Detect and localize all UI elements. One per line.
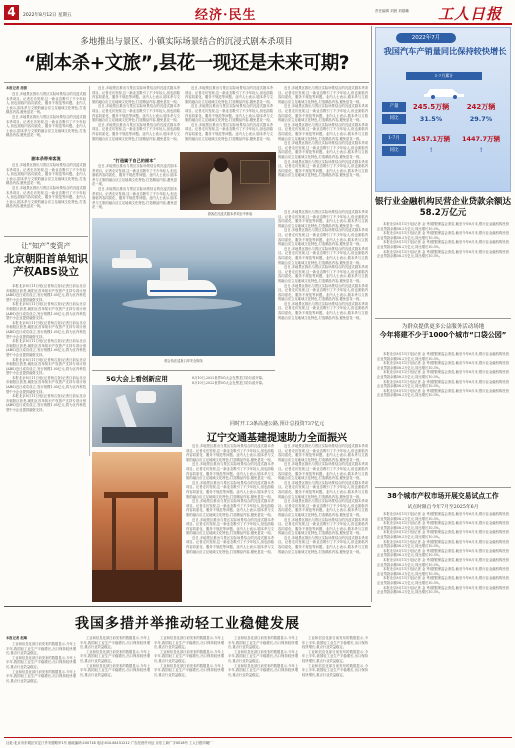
- pocket-park-text: 本报北京8月11日电(记者 金 秀)据银保监会消息,截至今年6月末,银行业金融机构民营企业贷款余额58.2万亿元,同比增长10.3%。 本报北京8月11日电(记者 金 秀)据银保监会消息,截至今年6月末,银行业金融机构民营企业贷款余额58.2万亿元,同比增长10.3%。 本报北京8月11日电(记者 金 秀)据银保监会消息,截至今年6月末,银行业金融机构民营企业贷款余额58.2万亿元,同比增长10.3%。 本报北京8月11日电(记者 金 秀)据银保监会消息,截至今年6月末,银行业金融机构民营企业贷款余额58.2万亿元,同比增长10.3%。 本报北京8月11日电(记者 金 秀)据银保监会消息,截至今年6月末,银行业金融机构民营企业贷款余额58.2万亿元,同比增长10.3%。: [377, 352, 509, 398]
- lead-subhead-1: 剧本杀带来客流: [31, 156, 61, 161]
- 5g-box-caption: 8月10日,2022世界5G大会在黑龙江哈尔滨开幕。 8月10日,2022世界5G大会在黑龙江哈尔滨开幕。: [192, 376, 266, 385]
- property-market-headline: 38个城市产权市场开展交易试点工作: [387, 492, 499, 500]
- liaoning-kicker: 同时开工3条高速公路,预计总投资737亿元: [229, 421, 325, 427]
- lead-subhead-2: “打造属于自己的剧本”: [113, 158, 156, 163]
- row2-label: 1-7月: [382, 134, 406, 144]
- footer-rule: [4, 737, 512, 738]
- row1-value1: 31.5%: [419, 115, 443, 123]
- bottom-text-5: 工业和信息化部日前发布的数据显示,今年上半年,我国轻工业生产平稳增长,出口保持较快增长,重点行业效益稳定。 工业和信息化部日前发布的数据显示,今年上半年,我国轻工业生产平稳增长,出口保持较快增长,重点行业效益稳定。 工业和信息化部日前发布的数据显示,今年上半年,我国轻工业生产平稳增长,出口保持较快增长,重点行业效益稳定。: [302, 636, 368, 677]
- header-rule: [4, 23, 512, 25]
- pocket-park-kicker: 为群众提供更多公益服务活动场地: [401, 324, 485, 330]
- patrol-boat-caption: 联合执法巡查口岸安全防线: [164, 359, 203, 363]
- 5g-box-title: 5G大会上看创新应用: [106, 375, 168, 383]
- lead-rule: [4, 82, 369, 83]
- bank-loans-text: 本报北京8月11日电(记者 金 秀)据银保监会消息,截至今年6月末,银行业金融机构民营企业贷款余额58.2万亿元,同比增长10.3%。 本报北京8月11日电(记者 金 秀)据银保监会消息,截至今年6月末,银行业金融机构民营企业贷款余额58.2万亿元,同比增长10.3%。 本报北京8月11日电(记者 金 秀)据银保监会消息,截至今年6月末,银行业金融机构民营企业贷款余额58.2万亿元,同比增长10.3%。 本报北京8月11日电(记者 金 秀)据银保监会消息,截至今年6月末,银行业金融机构民营企业贷款余额58.2万亿元,同比增长10.3%。: [377, 222, 509, 259]
- patrol-boat-photo: [92, 218, 275, 356]
- bottom-text-4: 工业和信息化部日前发布的数据显示,今年上半年,我国轻工业生产平稳增长,出口保持较快增长,重点行业效益稳定。 工业和信息化部日前发布的数据显示,今年上半年,我国轻工业生产平稳增长,出口保持较快增长,重点行业效益稳定。 工业和信息化部日前发布的数据显示,今年上半年,我国轻工业生产平稳增长,出口保持较快增长,重点行业效益稳定。: [228, 636, 298, 677]
- row3-value1: ↑: [428, 147, 434, 154]
- infographic-table: [382, 102, 506, 156]
- 5g-robot-photo: [92, 385, 182, 447]
- right-rule-2: [375, 487, 511, 488]
- bottom-byline: 本报记者 赵琳: [6, 636, 27, 640]
- bottom-text-1: 工业和信息化部日前发布的数据显示,今年上半年,我国轻工业生产平稳增长,出口保持较快增长,重点行业效益稳定。 工业和信息化部日前发布的数据显示,今年上半年,我国轻工业生产平稳增长,出口保持较快增长,重点行业效益稳定。 工业和信息化部日前发布的数据显示,今年上半年,我国轻工业生产平稳增长,出口保持较快增长,重点行业效益稳定。: [6, 642, 76, 683]
- page-number: 4: [4, 5, 19, 20]
- lead-text-col4b: 近日,多地景区推出与景区实际场景结合的沉浸式剧本杀项目。记者走访发现,这一新业态吸引了不少年轻人,但也面临内容同质化、服务不规范等问题。业内人士表示,剧本杀与文旅的融合应立足地域文化特色,打造精品内容,避免昙花一现。 近日,多地景区推出与景区实际场景结合的沉浸式剧本杀项目。记者走访发现,这一新业态吸引了不少年轻人,但也面临内容同质化、服务不规范等问题。业内人士表示,剧本杀与文旅的融合应立足地域文化特色,打造精品内容,避免昙花一现。 近日,多地景区推出与景区实际场景结合的沉浸式剧本杀项目。记者走访发现,这一新业态吸引了不少年轻人,但也面临内容同质化、服务不规范等问题。业内人士表示,剧本杀与文旅的融合应立足地域文化特色,打造精品内容,避免昙花一现。 近日,多地景区推出与景区实际场景结合的沉浸式剧本杀项目。记者走访发现,这一新业态吸引了不少年轻人,但也面临内容同质化、服务不规范等问题。业内人士表示,剧本杀与文旅的融合应立足地域文化特色,打造精品内容,避免昙花一现。 近日,多地景区推出与景区实际场景结合的沉浸式剧本杀项目。记者走访发现,这一新业态吸引了不少年轻人,但也面临内容同质化、服务不规范等问题。业内人士表示,剧本杀与文旅的融合应立足地域文化特色,打造精品内容,避免昙花一现。 近日,多地景区推出与景区实际场景结合的沉浸式剧本杀项目。记者走访发现,这一新业态吸引了不少年轻人,但也面临内容同质化、服务不规范等问题。业内人士表示,剧本杀与文旅的融合应立足地域文化特色,打造精品内容,避免昙花一现。: [278, 210, 368, 320]
- masthead-logo: 工人日报: [438, 5, 503, 23]
- bottom-story-rule: [4, 606, 371, 607]
- lead-byline: 本报记者 周倩: [6, 86, 27, 90]
- liaoning-text-1: 近日,多地景区推出与景区实际场景结合的沉浸式剧本杀项目。记者走访发现,这一新业态吸引了不少年轻人,但也面临内容同质化、服务不规范等问题。业内人士表示,剧本杀与文旅的融合应立足地域文化特色,打造精品内容,避免昙花一现。 近日,多地景区推出与景区实际场景结合的沉浸式剧本杀项目。记者走访发现,这一新业态吸引了不少年轻人,但也面临内容同质化、服务不规范等问题。业内人士表示,剧本杀与文旅的融合应立足地域文化特色,打造精品内容,避免昙花一现。 近日,多地景区推出与景区实际场景结合的沉浸式剧本杀项目。记者走访发现,这一新业态吸引了不少年轻人,但也面临内容同质化、服务不规范等问题。业内人士表示,剧本杀与文旅的融合应立足地域文化特色,打造精品内容,避免昙花一现。 近日,多地景区推出与景区实际场景结合的沉浸式剧本杀项目。记者走访发现,这一新业态吸引了不少年轻人,但也面临内容同质化、服务不规范等问题。业内人士表示,剧本杀与文旅的融合应立足地域文化特色,打造精品内容,避免昙花一现。 近日,多地景区推出与景区实际场景结合的沉浸式剧本杀项目。记者走访发现,这一新业态吸引了不少年轻人,但也面临内容同质化、服务不规范等问题。业内人士表示,剧本杀与文旅的融合应立足地域文化特色,打造精品内容,避免昙花一现。 近日,多地景区推出与景区实际场景结合的沉浸式剧本杀项目。记者走访发现,这一新业态吸引了不少年轻人,但也面临内容同质化、服务不规范等问题。业内人士表示,剧本杀与文旅的融合应立足地域文化特色,打造精品内容,避免昙花一现。: [186, 444, 274, 554]
- infographic-sub: 1-7月累计: [406, 72, 482, 80]
- left-story-text: 本报北京8月11日电(记者杨召奎)记者日前从北京市朝阳区获悉,朝阳区首单知识产权资产支持专项计划(ABS)近日成功设立,发行规模1.05亿元,将为区内科技型中小企业提供融资支持。 本报北京8月11日电(记者杨召奎)记者日前从北京市朝阳区获悉,朝阳区首单知识产权资产支持专项计划(ABS)近日成功设立,发行规模1.05亿元,将为区内科技型中小企业提供融资支持。 本报北京8月11日电(记者杨召奎)记者日前从北京市朝阳区获悉,朝阳区首单知识产权资产支持专项计划(ABS)近日成功设立,发行规模1.05亿元,将为区内科技型中小企业提供融资支持。 本报北京8月11日电(记者杨召奎)记者日前从北京市朝阳区获悉,朝阳区首单知识产权资产支持专项计划(ABS)近日成功设立,发行规模1.05亿元,将为区内科技型中小企业提供融资支持。 本报北京8月11日电(记者杨召奎)记者日前从北京市朝阳区获悉,朝阳区首单知识产权资产支持专项计划(ABS)近日成功设立,发行规模1.05亿元,将为区内科技型中小企业提供融资支持。 本报北京8月11日电(记者杨召奎)记者日前从北京市朝阳区获悉,朝阳区首单知识产权资产支持专项计划(ABS)近日成功设立,发行规模1.05亿元,将为区内科技型中小企业提供融资支持。 本报北京8月11日电(记者杨召奎)记者日前从北京市朝阳区获悉,朝阳区首单知识产权资产支持专项计划(ABS)近日成功设立,发行规模1.05亿元,将为区内科技型中小企业提供融资支持。: [6, 284, 86, 413]
- row1-label: 同比: [382, 114, 406, 124]
- section-title: 经济·民生: [195, 8, 257, 23]
- left-story-label: 让“知产”变资产: [21, 242, 71, 250]
- lead-headline: “剧本杀+文旅”,县花一现还是未来可期?: [23, 53, 350, 74]
- row3-label: 同比: [382, 146, 406, 156]
- bottom-headline: 我国多措并举推动轻工业稳健发展: [75, 616, 300, 632]
- row0-value2: 242万辆: [466, 103, 496, 111]
- lead-photo-caption: 游客在沉浸式剧本杀项目中体验: [207, 212, 253, 216]
- lead-text-col3: 近日,多地景区推出与景区实际场景结合的沉浸式剧本杀项目。记者走访发现,这一新业态吸引了不少年轻人,但也面临内容同质化、服务不规范等问题。业内人士表示,剧本杀与文旅的融合应立足地域文化特色,打造精品内容,避免昙花一现。 近日,多地景区推出与景区实际场景结合的沉浸式剧本杀项目。记者走访发现,这一新业态吸引了不少年轻人,但也面临内容同质化、服务不规范等问题。业内人士表示,剧本杀与文旅的融合应立足地域文化特色,打造精品内容,避免昙花一现。 近日,多地景区推出与景区实际场景结合的沉浸式剧本杀项目。记者走访发现,这一新业态吸引了不少年轻人,但也面临内容同质化、服务不规范等问题。业内人士表示,剧本杀与文旅的融合应立足地域文化特色,打造精品内容,避免昙花一现。: [185, 86, 273, 141]
- construction-photo: [92, 452, 182, 602]
- lead-text-col1: 近日,多地景区推出与景区实际场景结合的沉浸式剧本杀项目。记者走访发现,这一新业态吸引了不少年轻人,但也面临内容同质化、服务不规范等问题。业内人士表示,剧本杀与文旅的融合应立足地域文化特色,打造精品内容,避免昙花一现。 近日,多地景区推出与景区实际场景结合的沉浸式剧本杀项目。记者走访发现,这一新业态吸引了不少年轻人,但也面临内容同质化、服务不规范等问题。业内人士表示,剧本杀与文旅的融合应立足地域文化特色,打造精品内容,避免昙花一现。: [6, 92, 86, 138]
- lead-text-col1b: 近日,多地景区推出与景区实际场景结合的沉浸式剧本杀项目。记者走访发现,这一新业态吸引了不少年轻人,但也面临内容同质化、服务不规范等问题。业内人士表示,剧本杀与文旅的融合应立足地域文化特色,打造精品内容,避免昙花一现。 近日,多地景区推出与景区实际场景结合的沉浸式剧本杀项目。记者走访发现,这一新业态吸引了不少年轻人,但也面临内容同质化、服务不规范等问题。业内人士表示,剧本杀与文旅的融合应立足地域文化特色,打造精品内容,避免昙花一现。: [6, 163, 86, 209]
- row2-value1: 1457.1万辆: [411, 135, 451, 143]
- footer-info: 社址:北京市东城区安定门外安德路甲1号 邮政编码:100718 电话:010-84151212 广告经营许可证 京东工商广字0018号 工人日报印刷厂: [6, 741, 213, 745]
- row1-value2: 29.7%: [469, 115, 493, 123]
- editor-line: 责任编辑 刘晨 刘超曦: [375, 9, 409, 13]
- right-rule-1: [375, 318, 511, 319]
- lead-text-col4: 近日,多地景区推出与景区实际场景结合的沉浸式剧本杀项目。记者走访发现,这一新业态吸引了不少年轻人,但也面临内容同质化、服务不规范等问题。业内人士表示,剧本杀与文旅的融合应立足地域文化特色,打造精品内容,避免昙花一现。 近日,多地景区推出与景区实际场景结合的沉浸式剧本杀项目。记者走访发现,这一新业态吸引了不少年轻人,但也面临内容同质化、服务不规范等问题。业内人士表示,剧本杀与文旅的融合应立足地域文化特色,打造精品内容,避免昙花一现。 近日,多地景区推出与景区实际场景结合的沉浸式剧本杀项目。记者走访发现,这一新业态吸引了不少年轻人,但也面临内容同质化、服务不规范等问题。业内人士表示,剧本杀与文旅的融合应立足地域文化特色,打造精品内容,避免昙花一现。 近日,多地景区推出与景区实际场景结合的沉浸式剧本杀项目。记者走访发现,这一新业态吸引了不少年轻人,但也面临内容同质化、服务不规范等问题。业内人士表示,剧本杀与文旅的融合应立足地域文化特色,打造精品内容,避免昙花一现。 近日,多地景区推出与景区实际场景结合的沉浸式剧本杀项目。记者走访发现,这一新业态吸引了不少年轻人,但也面临内容同质化、服务不规范等问题。业内人士表示,剧本杀与文旅的融合应立足地域文化特色,打造精品内容,避免昙花一现。: [278, 86, 368, 178]
- auto-infographic: [375, 27, 511, 192]
- left-story-rule: [4, 236, 88, 237]
- bank-loans-headline: 银行业金融机构民营企业贷款余额达58.2万亿元: [375, 197, 512, 218]
- lead-kicker: 多地推出与景区、小镇实际场景结合的沉浸式剧本杀项目: [80, 37, 293, 47]
- infographic-label: 2022年7月: [396, 33, 456, 43]
- bottom-text-3: 工业和信息化部日前发布的数据显示,今年上半年,我国轻工业生产平稳增长,出口保持较快增长,重点行业效益稳定。 工业和信息化部日前发布的数据显示,今年上半年,我国轻工业生产平稳增长,出口保持较快增长,重点行业效益稳定。 工业和信息化部日前发布的数据显示,今年上半年,我国轻工业生产平稳增长,出口保持较快增长,重点行业效益稳定。: [154, 636, 224, 677]
- issue-date: 2022年8月12日 星期五: [23, 13, 72, 18]
- property-market-text: 本报北京8月11日电(记者 金 秀)据银保监会消息,截至今年6月末,银行业金融机构民营企业贷款余额58.2万亿元,同比增长10.3%。 本报北京8月11日电(记者 金 秀)据银保监会消息,截至今年6月末,银行业金融机构民营企业贷款余额58.2万亿元,同比增长10.3%。 本报北京8月11日电(记者 金 秀)据银保监会消息,截至今年6月末,银行业金融机构民营企业贷款余额58.2万亿元,同比增长10.3%。 本报北京8月11日电(记者 金 秀)据银保监会消息,截至今年6月末,银行业金融机构民营企业贷款余额58.2万亿元,同比增长10.3%。 本报北京8月11日电(记者 金 秀)据银保监会消息,截至今年6月末,银行业金融机构民营企业贷款余额58.2万亿元,同比增长10.3%。 本报北京8月11日电(记者 金 秀)据银保监会消息,截至今年6月末,银行业金融机构民营企业贷款余额58.2万亿元,同比增长10.3%。 本报北京8月11日电(记者 金 秀)据银保监会消息,截至今年6月末,银行业金融机构民营企业贷款余额58.2万亿元,同比增长10.3%。 本报北京8月11日电(记者 金 秀)据银保监会消息,截至今年6月末,银行业金融机构民营企业贷款余额58.2万亿元,同比增长10.3%。 本报北京8月11日电(记者 金 秀)据银保监会消息,截至今年6月末,银行业金融机构民营企业贷款余额58.2万亿元,同比增长10.3%。: [377, 512, 509, 595]
- row0-label: 产量: [382, 102, 406, 112]
- row2-value2: 1447.7万辆: [461, 135, 501, 143]
- liaoning-headline: 辽宁交通基建提速助力全面振兴: [207, 433, 347, 444]
- sidebar-divider: [371, 26, 372, 602]
- infographic-headline: 我国汽车产销量同比保持较快增长: [383, 46, 507, 56]
- row3-value2: ↑: [478, 147, 484, 154]
- pocket-park-headline: 今年将建不少于1000个城市“口袋公园”: [379, 331, 507, 339]
- left-story-headline: 北京朝阳首单知识产权ABS设立: [4, 253, 88, 278]
- lead-text-col2: 近日,多地景区推出与景区实际场景结合的沉浸式剧本杀项目。记者走访发现,这一新业态吸引了不少年轻人,但也面临内容同质化、服务不规范等问题。业内人士表示,剧本杀与文旅的融合应立足地域文化特色,打造精品内容,避免昙花一现。 近日,多地景区推出与景区实际场景结合的沉浸式剧本杀项目。记者走访发现,这一新业态吸引了不少年轻人,但也面临内容同质化、服务不规范等问题。业内人士表示,剧本杀与文旅的融合应立足地域文化特色,打造精品内容,避免昙花一现。 近日,多地景区推出与景区实际场景结合的沉浸式剧本杀项目。记者走访发现,这一新业态吸引了不少年轻人,但也面临内容同质化、服务不规范等问题。业内人士表示,剧本杀与文旅的融合应立足地域文化特色,打造精品内容,避免昙花一现。: [92, 86, 180, 141]
- infographic-car-icon: [422, 84, 466, 98]
- liaoning-text-2: 近日,多地景区推出与景区实际场景结合的沉浸式剧本杀项目。记者走访发现,这一新业态吸引了不少年轻人,但也面临内容同质化、服务不规范等问题。业内人士表示,剧本杀与文旅的融合应立足地域文化特色,打造精品内容,避免昙花一现。 近日,多地景区推出与景区实际场景结合的沉浸式剧本杀项目。记者走访发现,这一新业态吸引了不少年轻人,但也面临内容同质化、服务不规范等问题。业内人士表示,剧本杀与文旅的融合应立足地域文化特色,打造精品内容,避免昙花一现。 近日,多地景区推出与景区实际场景结合的沉浸式剧本杀项目。记者走访发现,这一新业态吸引了不少年轻人,但也面临内容同质化、服务不规范等问题。业内人士表示,剧本杀与文旅的融合应立足地域文化特色,打造精品内容,避免昙花一现。 近日,多地景区推出与景区实际场景结合的沉浸式剧本杀项目。记者走访发现,这一新业态吸引了不少年轻人,但也面临内容同质化、服务不规范等问题。业内人士表示,剧本杀与文旅的融合应立足地域文化特色,打造精品内容,避免昙花一现。 近日,多地景区推出与景区实际场景结合的沉浸式剧本杀项目。记者走访发现,这一新业态吸引了不少年轻人,但也面临内容同质化、服务不规范等问题。业内人士表示,剧本杀与文旅的融合应立足地域文化特色,打造精品内容,避免昙花一现。 近日,多地景区推出与景区实际场景结合的沉浸式剧本杀项目。记者走访发现,这一新业态吸引了不少年轻人,但也面临内容同质化、服务不规范等问题。业内人士表示,剧本杀与文旅的融合应立足地域文化特色,打造精品内容,避免昙花一现。: [278, 444, 368, 554]
- lead-text-col2b: 近日,多地景区推出与景区实际场景结合的沉浸式剧本杀项目。记者走访发现,这一新业态吸引了不少年轻人,但也面临内容同质化、服务不规范等问题。业内人士表示,剧本杀与文旅的融合应立足地域文化特色,打造精品内容,避免昙花一现。 近日,多地景区推出与景区实际场景结合的沉浸式剧本杀项目。记者走访发现,这一新业态吸引了不少年轻人,但也面临内容同质化、服务不规范等问题。业内人士表示,剧本杀与文旅的融合应立足地域文化特色,打造精品内容,避免昙花一现。: [92, 164, 177, 210]
- box-rule: [92, 370, 275, 371]
- property-market-sub: 试点时限自今年7月至2025年6月: [407, 505, 479, 510]
- col-divider: [89, 86, 90, 456]
- row0-value1: 245.5万辆: [412, 103, 450, 111]
- lead-photo: [180, 152, 276, 210]
- bottom-text-2: 工业和信息化部日前发布的数据显示,今年上半年,我国轻工业生产平稳增长,出口保持较快增长,重点行业效益稳定。 工业和信息化部日前发布的数据显示,今年上半年,我国轻工业生产平稳增长,出口保持较快增长,重点行业效益稳定。 工业和信息化部日前发布的数据显示,今年上半年,我国轻工业生产平稳增长,出口保持较快增长,重点行业效益稳定。: [80, 636, 150, 677]
